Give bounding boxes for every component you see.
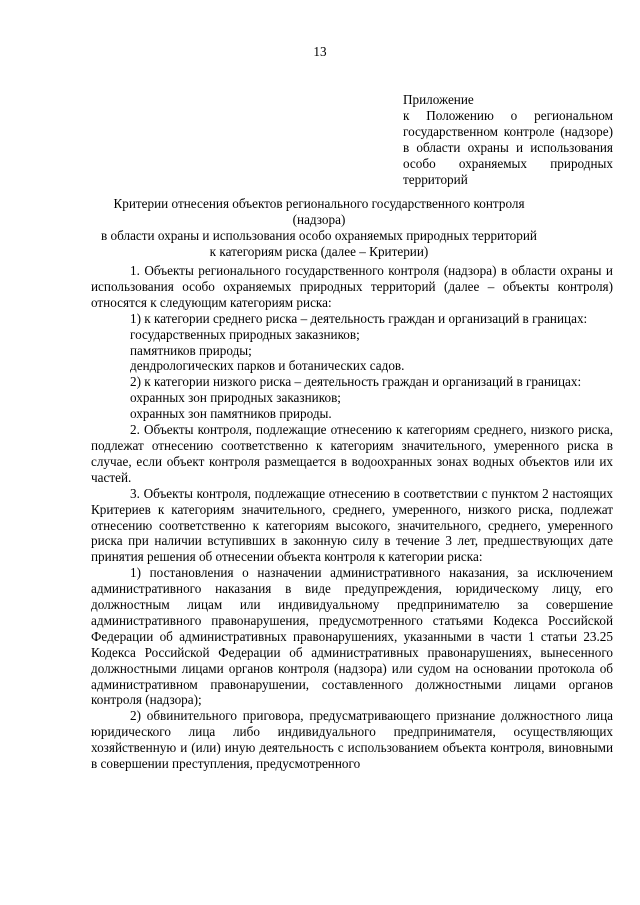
paragraph: 2) к категории низкого риска – деятельность граждан и организаций в границах: [130, 374, 582, 390]
paragraph: 2) обвинительного приговора, предусматривающего признание должностного лица юридического лица либо индивидуального предпринимателя, осуществляющих хозяйственную и (или) иную деятельность с использованием объекта контроля, виновными в совершении преступления, предусмотренного [91, 708, 613, 772]
list-item: государственных природных заказников; [130, 326, 360, 342]
paragraph: 2. Объекты контроля, подлежащие отнесению к категориям среднего, низкого риска, подлежат отнесению соответственно к категориям значительного, умеренного риска в случае, если объект контроля размещается в водоохранных зонах водных объектов или их частей. [91, 422, 613, 485]
appendix-reference: к Положению о региональном государственном контроле (надзоре) в области охраны и использования особо охраняемых природных территорий [403, 107, 613, 187]
list-item: памятников природы; [130, 342, 252, 358]
list-item: охранных зон памятников природы. [130, 406, 332, 422]
page-number: 13 [313, 44, 327, 59]
appendix-header [403, 92, 613, 187]
list-item: дендрологических парков и ботанических садов. [130, 358, 405, 374]
paragraph: 1) к категории среднего риска – деятельность граждан и организаций в границах: [130, 310, 588, 326]
appendix-label: Приложение [403, 92, 474, 107]
title-line: к категориям риска (далее – Критерии) [209, 243, 429, 259]
title-line: Критерии отнесения объектов регионального государственного контроля (надзора) [113, 196, 525, 227]
document-body [91, 263, 613, 772]
paragraph: 3. Объекты контроля, подлежащие отнесению в соответствии с пунктом 2 настоящих Критериев к категориям значительного, среднего, умеренного, низкого риска, подлежат отнесению соответственно к категориям высокого, значительного, среднего, умеренного риска при наличии вступивших в законную силу в течение 3 лет, предшествующих дате принятия решения об отнесении объекта контроля к категории риска: [91, 485, 613, 565]
document-title [88, 196, 550, 260]
paragraph: 1) постановления о назначении административного наказания, за исключением административного наказания в виде предупреждения, юридическому лицу, его должностным лицам или индивидуальному предпринимателю за совершение административного правонарушения, предусмотренного статьями Кодекса Российской Федерации об административных правонарушениях, указанными в части 1 статьи 23.25 Кодекса Российской Федерации об административных правонарушениях, вынесенного должностными лицами органов контроля (надзора) или судом на основании протокола об административном правонарушении, составленного должностными лицами органов контроля (надзора); [91, 565, 613, 708]
title-line: в области охраны и использования особо охраняемых природных территорий [100, 227, 537, 243]
paragraph: 1. Объекты регионального государственного контроля (надзора) в области охраны и использования особо охраняемых природных территорий (далее – объекты контроля) относятся к следующим категориям риска: [91, 263, 613, 310]
list-item: охранных зон природных заказников; [130, 390, 341, 406]
